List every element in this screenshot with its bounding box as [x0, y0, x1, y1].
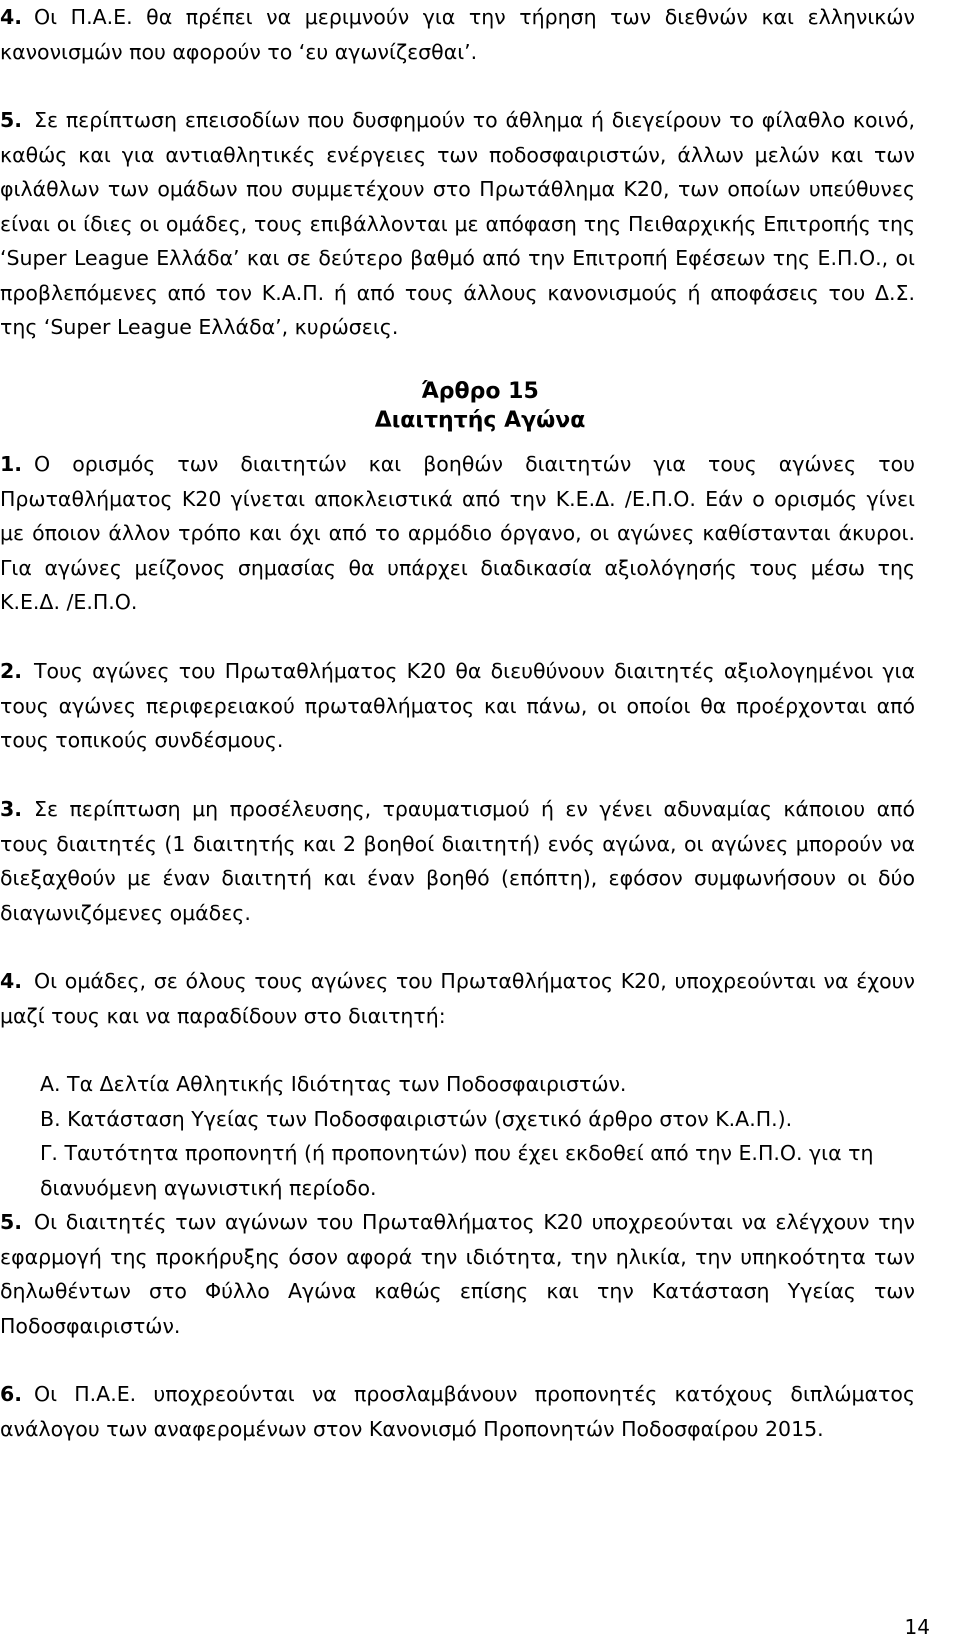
item-number: 1.: [0, 452, 23, 476]
item-number: 5.: [0, 1210, 23, 1234]
paragraph-text: Οι ομάδες, σε όλους τους αγώνες του Πρωταθλήματος Κ20, υποχρεούνται να έχουν μαζί τους και να παραδίδουν στο διαιτητή:: [0, 969, 915, 1028]
paragraph-text: Σε περίπτωση μη προσέλευσης, τραυματισμού ή εν γένει αδυναμίας κάποιου από τους διαιτητές (1 διαιτητής και 2 βοηθοί διαιτητή) ενός αγώνα, οι αγώνες μπορούν να διεξαχθούν με έναν διαιτητή και έναν βοηθό (επόπτη), εφόσον συμφωνήσουν οι δύο διαγωνιζόμενες ομάδες.: [0, 797, 915, 925]
list-item: Α. Τα Δελτία Αθλητικής Ιδιότητας των Ποδοσφαιριστών.: [40, 1072, 627, 1096]
article-paragraph-1: [0, 447, 915, 620]
paragraph-text: Τους αγώνες του Πρωταθλήματος Κ20 θα διευθύνουν διαιτητές αξιολογημένοι για τους αγώνες περιφερειακού πρωταθλήματος και πάνω, οι οποίοι θα προέρχονται από τους τοπικούς συνδέσμους.: [0, 659, 915, 752]
paragraph-item-4: [0, 0, 915, 69]
paragraph-item-5: [0, 103, 915, 345]
item-number: 4.: [0, 5, 23, 29]
item-number: 4.: [0, 969, 23, 993]
document-list: [0, 1067, 915, 1205]
item-number: 2.: [0, 659, 23, 683]
item-number: 3.: [0, 797, 23, 821]
article-paragraph-4: [0, 964, 915, 1033]
page-number: 14: [904, 1615, 930, 1639]
article-subtitle: Διαιτητής Αγώνα: [374, 408, 586, 433]
article-paragraph-3: [0, 792, 915, 930]
paragraph-text: Οι Π.Α.Ε. θα πρέπει να μεριμνούν για την τήρηση των διεθνών και ελληνικών κανονισμών που αφορούν το ‘ευ αγωνίζεσθαι’.: [0, 5, 915, 64]
list-item: Γ. Ταυτότητα προπονητή (ή προπονητών) που έχει εκδοθεί από την Ε.Π.Ο. για τη διανυόμενη αγωνιστική περίοδο.: [40, 1141, 874, 1200]
item-number: 6.: [0, 1382, 23, 1406]
paragraph-text: Ο ορισμός των διαιτητών και βοηθών διαιτητών για τους αγώνες του Πρωταθλήματος Κ20 γίνεται αποκλειστικά από την Κ.Ε.Δ. /Ε.Π.Ο. Εάν ο ορισμός γίνει με όποιον άλλον τρόπο και όχι από το αρμόδιο όργανο, οι αγώνες καθίστανται άκυροι. Για αγώνες μείζονος σημασίας θα υπάρχει διαδικασία αξιολόγησής τους μέσω της Κ.Ε.Δ. /Ε.Π.Ο.: [0, 452, 915, 614]
article-paragraph-5: [0, 1205, 915, 1343]
paragraph-text: Σε περίπτωση επεισοδίων που δυσφημούν το άθλημα ή διεγείρουν το φίλαθλο κοινό, καθώς και για αντιαθλητικές ενέργειες των ποδοσφαιριστών, άλλων μελών και των φιλάθλων των ομάδων που συμμετέχουν στο Πρωτάθλημα Κ20, των οποίων υπεύθυνες είναι οι ίδιες οι ομάδες, τους επιβάλλονται με απόφαση της Πειθαρχικής Επιτροπής της ‘Super League Ελλάδα’ και σε δεύτερο βαθμό από την Επιτροπή Εφέσεων της Ε.Π.Ο., οι προβλεπόμενες από τον Κ.Α.Π. ή από τους άλλους κανονισμούς ή αποφάσεις του Δ.Σ. της ‘Super League Ελλάδα’, κυρώσεις.: [0, 108, 915, 339]
article-title: Άρθρο 15: [421, 379, 539, 404]
list-item: Β. Κατάσταση Υγείας των Ποδοσφαιριστών (σχετικό άρθρο στον Κ.Α.Π.).: [40, 1106, 793, 1131]
item-number: 5.: [0, 108, 23, 132]
article-paragraph-2: [0, 654, 915, 758]
paragraph-text: Οι Π.Α.Ε. υποχρεούνται να προσλαμβάνουν προπονητές κατόχους διπλώματος ανάλογου των αναφερομένων στον Κανονισμό Προπονητών Ποδοσφαίρου 2015.: [0, 1382, 915, 1441]
paragraph-text: Οι διαιτητές των αγώνων του Πρωταθλήματος Κ20 υποχρεούνται να ελέγχουν την εφαρμογή της προκήρυξης όσον αφορά την ιδιότητα, την ηλικία, την υπηκοότητα των δηλωθέντων στο Φύλλο Αγώνα καθώς επίσης και την Κατάσταση Υγείας των Ποδοσφαιριστών.: [0, 1210, 915, 1338]
article-paragraph-6: [0, 1377, 915, 1446]
